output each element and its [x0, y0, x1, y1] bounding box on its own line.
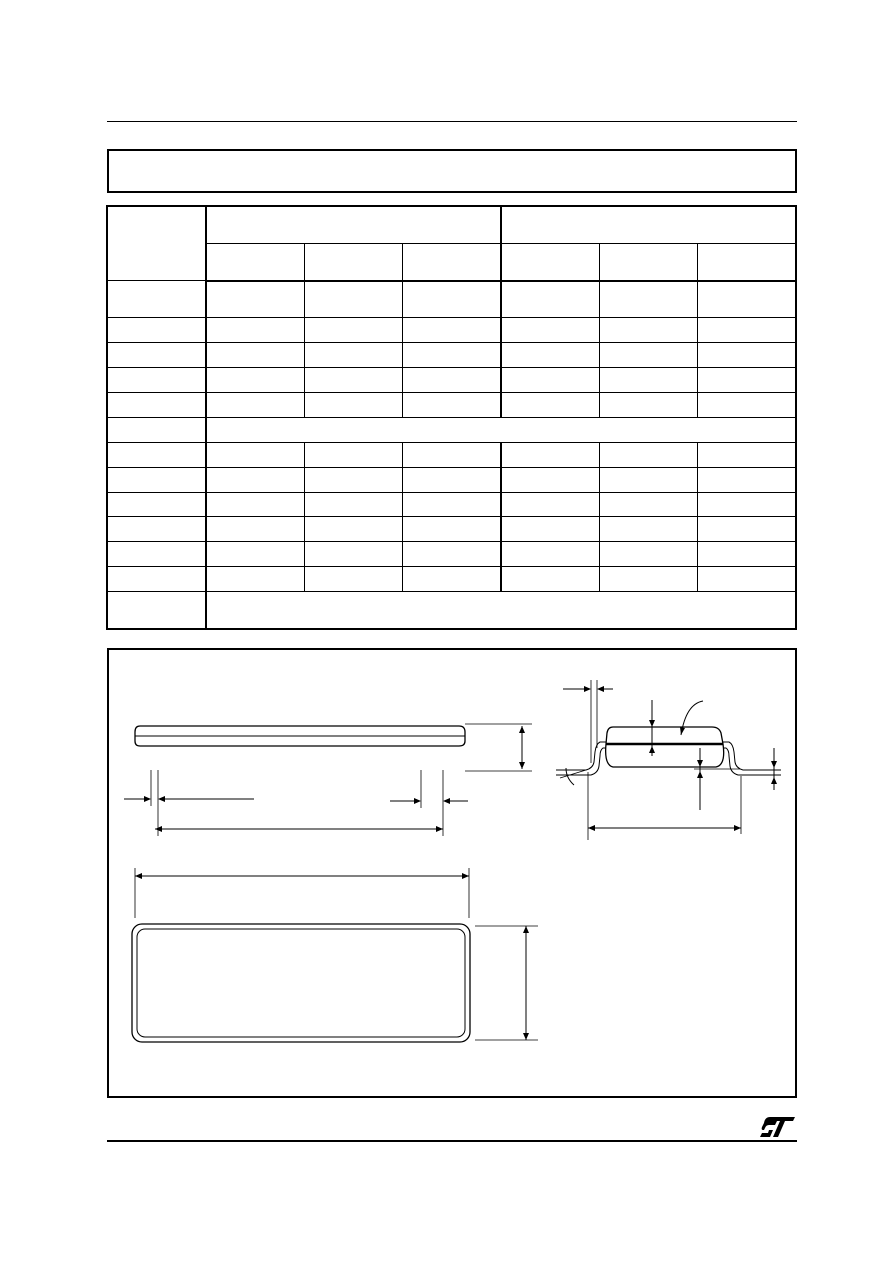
st-logo-icon — [760, 1116, 796, 1138]
footer-rule — [107, 1140, 797, 1142]
end-view-body — [606, 727, 724, 767]
dim-s-arc — [566, 768, 574, 785]
top-view-body-outer — [132, 924, 470, 1042]
end-view-left-lead — [556, 742, 606, 775]
top-view-body-inner — [137, 929, 465, 1037]
dim-c1-leader — [681, 701, 703, 735]
end-view-right-lead — [723, 742, 781, 775]
